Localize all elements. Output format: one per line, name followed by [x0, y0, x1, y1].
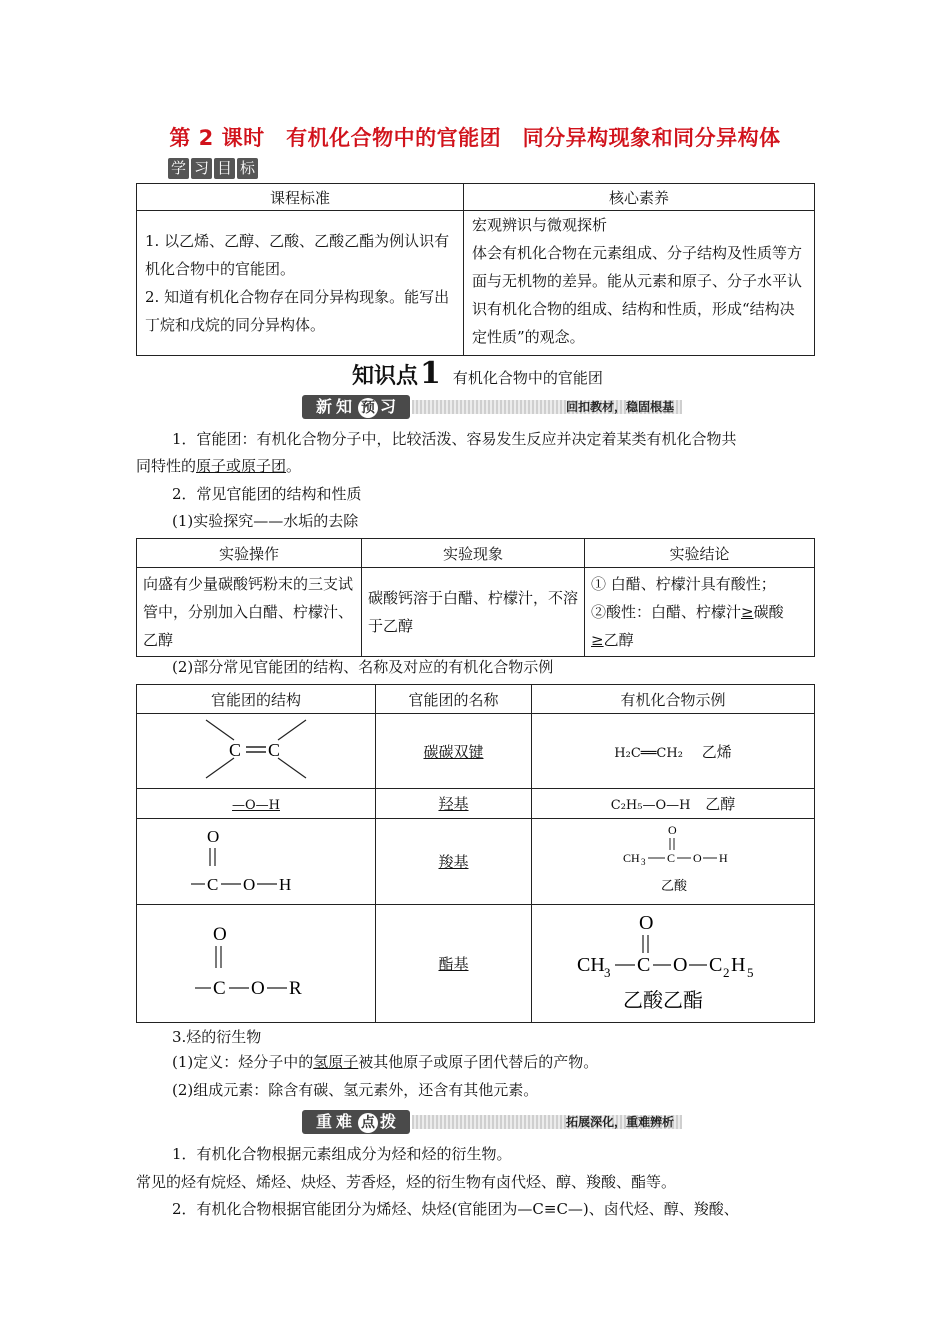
- header-literacy: 核心素养: [464, 184, 815, 211]
- example-ethyl-acetate: [532, 905, 815, 1023]
- key-points-hint: 拓展深化，重难辨析: [565, 1115, 674, 1129]
- banner-char: 难: [336, 1112, 357, 1131]
- tag-char: 学: [168, 158, 189, 179]
- svg-text:乙酸乙酯: 乙酸乙酯: [623, 987, 703, 1012]
- banner-char: 拨: [380, 1112, 401, 1131]
- exp-conclusion: ① 白醋、柠檬汁具有酸性； ②酸性：白醋、柠檬汁≥碳酸 ≥乙醇: [585, 568, 815, 657]
- banner-char: 新: [316, 397, 337, 416]
- svg-text:C: C: [213, 977, 226, 999]
- preview-banner: [302, 395, 682, 419]
- banner-char: 习: [380, 397, 401, 416]
- banner-char: 重: [316, 1112, 337, 1131]
- key-point-1: 1．有机化合物根据元素组成分为烃和烃的衍生物。: [172, 1145, 512, 1163]
- name-cc-double: 碳碳双键: [376, 714, 532, 789]
- para1-line2: 同特性的: [136, 457, 197, 475]
- functional-group-table: [136, 684, 815, 1023]
- svg-text:O: O: [243, 874, 256, 894]
- paragraph-table2-caption: (2)部分常见官能团的结构、名称及对应的有机化合物示例: [172, 658, 554, 676]
- svg-text:C: C: [207, 874, 219, 894]
- example-acetic-acid: [532, 819, 815, 905]
- knowledge-point-label: 知识点: [352, 364, 419, 389]
- structure-hydroxyl: —O—H: [137, 789, 376, 819]
- structure-ester: [137, 905, 376, 1023]
- literacy-cell: [464, 211, 815, 356]
- fg-header-structure: 官能团的结构: [137, 685, 376, 714]
- fg-header-name: 官能团的名称: [376, 685, 532, 714]
- svg-text:H: H: [719, 850, 728, 865]
- name-ester: 酯基: [376, 905, 532, 1023]
- svg-text:5: 5: [747, 964, 754, 980]
- page-title: 第 2 课时 有机化合物中的官能团 同分异构现象和同分异构体: [169, 126, 781, 150]
- example-ethanol: C₂H₅—O—H 乙醇: [532, 789, 815, 819]
- standards-cell: [137, 211, 464, 356]
- exp-operation: 向盛有少量碳酸钙粉末的三支试管中，分别加入白醋、柠檬汁、乙醇: [137, 568, 362, 657]
- banner-char: 点: [358, 1113, 378, 1133]
- svg-text:乙酸: 乙酸: [661, 877, 688, 893]
- key-point-1b: 常见的烃有烷烃、烯烃、炔烃、芳香烃，烃的衍生物有卤代烃、醇、羧酸、酯等。: [136, 1173, 677, 1191]
- knowledge-point-subtitle: 有机化合物中的官能团: [452, 369, 603, 387]
- standard-1: 1. 以乙烯、乙醇、乙酸、乙酸乙酯为例认识有机化合物中的官能团。: [145, 232, 450, 278]
- knowledge-point-heading: [352, 356, 603, 391]
- exp-header-conc: 实验结论: [585, 539, 815, 568]
- exp-header-phen: 实验现象: [362, 539, 585, 568]
- key-point-2: 2．有机化合物根据官能团分为烯烃、炔烃(官能团为—C≡C—)、卤代烃、醇、羧酸、: [172, 1200, 739, 1218]
- banner-char: 预: [358, 398, 378, 418]
- exp-header-op: 实验操作: [137, 539, 362, 568]
- exp-phenomenon: 碳酸钙溶于白醋、柠檬汁，不溶于乙醇: [362, 568, 585, 657]
- svg-text:O: O: [251, 977, 265, 999]
- svg-text:O: O: [668, 822, 677, 837]
- conclusion-2: ②酸性：白醋、柠檬汁≥碳酸: [591, 603, 784, 621]
- composition: (2)组成元素：除含有碳、氢元素外，还含有其他元素。: [172, 1081, 539, 1099]
- key-points-banner: [302, 1110, 682, 1134]
- cc-double-bond-diagram: [196, 714, 316, 784]
- tag-char: 标: [237, 158, 258, 179]
- tag-char: 目: [214, 158, 235, 179]
- svg-text:C: C: [229, 740, 242, 760]
- svg-text:R: R: [289, 977, 302, 999]
- svg-text:C: C: [637, 953, 651, 976]
- fg-header-example: 有机化合物示例: [532, 685, 815, 714]
- tag-char: 习: [191, 158, 212, 179]
- svg-text:O: O: [639, 911, 654, 934]
- ethyl-acetate-diagram: [573, 907, 773, 1017]
- banner-char: 知: [336, 397, 357, 416]
- svg-text:O: O: [693, 850, 702, 865]
- acetic-acid-diagram: [613, 820, 733, 900]
- name-hydroxyl: 羟基: [376, 789, 532, 819]
- knowledge-point-number: 1: [420, 356, 441, 391]
- carboxyl-diagram: [191, 820, 321, 900]
- ester-diagram: [191, 912, 321, 1012]
- definition: (1)定义：烃分子中的氢原子被其他原子或原子团代替后的产物。: [172, 1053, 599, 1071]
- svg-text:O: O: [673, 953, 688, 976]
- paragraph-experiment: (1)实验探究——水垢的去除: [172, 512, 359, 530]
- conclusion-1: ① 白醋、柠檬汁具有酸性；: [591, 575, 776, 593]
- literacy-title: 宏观辨识与微观探析: [472, 216, 608, 234]
- svg-text:H: H: [731, 953, 746, 976]
- svg-text:O: O: [207, 826, 220, 846]
- experiment-table: [136, 538, 815, 657]
- paragraph-functional-group-def: [172, 428, 832, 450]
- literacy-text: 体会有机化合物在元素组成、分子结构及性质等方面与无机物的差异。能从元素和原子、分子水平认识有机化合物的组成、结构和性质，形成“结构决定性质”的观念。: [472, 244, 803, 346]
- structure-carboxyl: [137, 819, 376, 905]
- svg-text:C: C: [667, 850, 676, 865]
- para1-underlined: 原子或原子团: [196, 457, 287, 475]
- svg-text:2: 2: [723, 964, 730, 980]
- svg-text:CH: CH: [577, 953, 605, 976]
- para1-line1: 1．官能团：有机化合物分子中，比较活泼、容易发生反应并决定着某类有机化合物共: [172, 430, 737, 448]
- standard-2: 2. 知道有机化合物存在同分异构现象。能写出丁烷和戊烷的同分异构体。: [145, 288, 450, 334]
- svg-text:O: O: [213, 923, 227, 945]
- name-carboxyl: 羧基: [376, 819, 532, 905]
- header-standards: 课程标准: [137, 184, 464, 211]
- objectives-table: [136, 183, 815, 356]
- structure-cc-double: [137, 714, 376, 789]
- example-ethene: H₂C══CH₂ 乙烯: [532, 714, 815, 789]
- svg-text:3: 3: [604, 964, 611, 980]
- svg-text:C: C: [709, 953, 723, 976]
- paragraph-structure: 2．常见官能团的结构和性质: [172, 485, 362, 503]
- paragraph-functional-group-def-cont: [136, 455, 301, 477]
- svg-text:CH: CH: [623, 850, 640, 865]
- preview-hint: 回扣教材，稳固根基: [565, 400, 674, 414]
- svg-text:C: C: [268, 740, 281, 760]
- para1-suffix: 。: [286, 457, 302, 475]
- svg-text:H: H: [279, 874, 292, 894]
- section-derivatives: 3.烃的衍生物: [172, 1028, 262, 1046]
- svg-text:3: 3: [641, 856, 646, 867]
- objectives-tag: [168, 158, 258, 179]
